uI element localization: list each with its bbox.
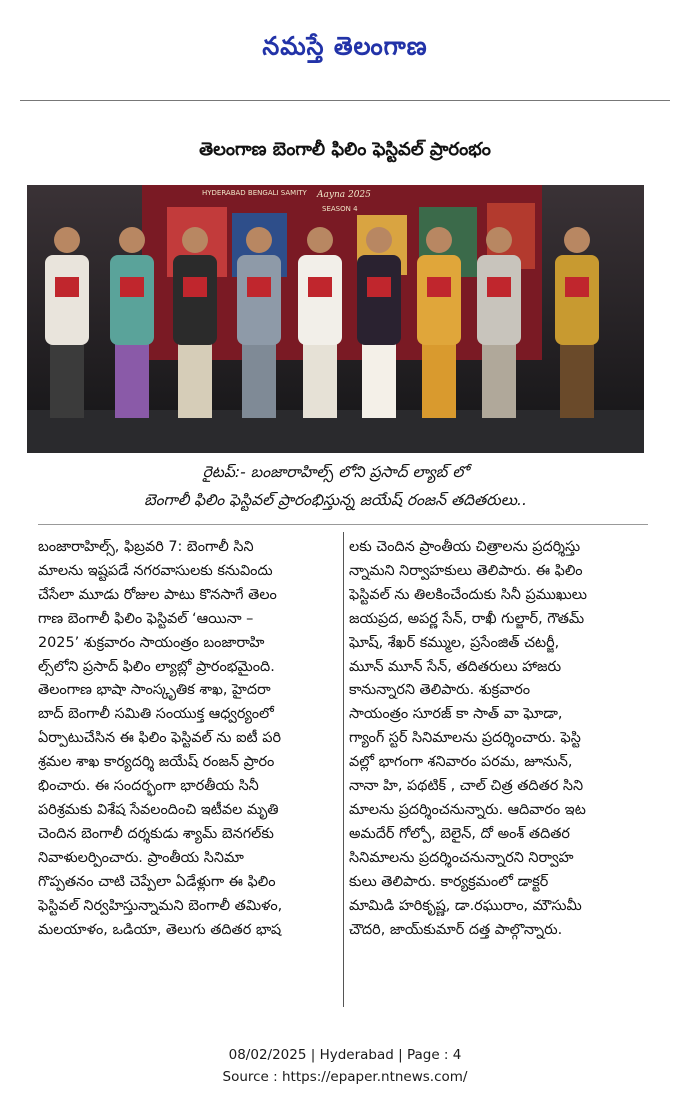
article-line: మలయాళం, ఒడియా, తెలుగు తదితర భాష	[38, 921, 282, 938]
caption-line: బెంగాలీ ఫిలిం ఫెస్టివల్ ప్రారంభిస్తున్న జయేష్ రంజన్ తదితరులు..	[144, 491, 527, 509]
article-line: గాణ బెంగాలీ ఫిలిం ఫెస్టివల్ ‘ఆయినా –	[38, 610, 254, 627]
caption-divider	[38, 524, 648, 525]
person-figure	[298, 227, 342, 418]
people-group	[45, 227, 599, 418]
footer-source: Source : https://epaper.ntnews.com/	[222, 1069, 468, 1085]
person-legs	[303, 343, 337, 418]
person-legs	[362, 343, 396, 418]
article-line: పరిశ్రమకు విశేష సేవలందించి ఇటీవల మృతి	[38, 801, 279, 818]
article-line: చెందిన బెంగాలీ దర్శకుడు శ్యామ్ బెనగల్‌కు	[38, 825, 274, 842]
banner-left-text: HYDERABAD BENGALI SAMITY	[202, 189, 307, 197]
article-line: కులు తెలిపారు. కార్యక్రమంలో డాక్టర్	[349, 873, 549, 890]
article-column-2	[349, 536, 644, 942]
event-photo	[27, 185, 644, 453]
article-line: సినిమాలను ప్రదర్శించనున్నారని నిర్వాహ	[349, 849, 574, 866]
book-held	[367, 277, 391, 297]
person-figure	[237, 227, 281, 418]
person-figure	[555, 227, 599, 418]
person-legs	[482, 343, 516, 418]
article-line: ఫెస్టివల్ ను తిలకించేందుకు సినీ ప్రముఖులు	[349, 586, 587, 603]
person-torso	[417, 255, 461, 345]
article-line: తెలంగాణ భాషా సాంస్కృతిక శాఖ, హైదరా	[38, 682, 271, 699]
article-line: అమదేర్ గోల్పో, బెలైన్, దో అంశ్ తదితర	[349, 825, 570, 842]
masthead-title: నమస్తే తెలంగాణ	[262, 31, 428, 61]
article-line: ల్స్‌లోని ప్రసాద్ ఫిలిం ల్యాబ్లో ప్రారంభమైంది.	[38, 658, 275, 675]
person-torso	[173, 255, 217, 345]
person-torso	[110, 255, 154, 345]
person-torso	[298, 255, 342, 345]
person-head	[119, 227, 145, 253]
article-line: బాద్ బెంగాలీ సమితి సంయుక్త ఆధ్వర్యంలో	[38, 706, 274, 723]
person-head	[366, 227, 392, 253]
footer-date-page: 08/02/2025 | Hyderabad | Page : 4	[228, 1047, 462, 1063]
article-line: నివాళులర్పించారు. ప్రాంతీయ సినిమా	[38, 849, 244, 866]
person-head	[54, 227, 80, 253]
article-line: గొప్పతనం చాటి చెప్పేలా ఏడేళ్లుగా ఈ ఫిలిం	[38, 873, 276, 890]
person-legs	[560, 343, 594, 418]
book-held	[565, 277, 589, 297]
person-head	[564, 227, 590, 253]
person-legs	[178, 343, 212, 418]
photo-caption	[27, 458, 644, 514]
book-held	[308, 277, 332, 297]
book-held	[487, 277, 511, 297]
book-held	[247, 277, 271, 297]
masthead	[0, 0, 690, 100]
masthead-divider	[20, 100, 670, 101]
person-figure	[173, 227, 217, 418]
column-divider	[343, 532, 344, 1007]
article-column-1	[38, 536, 333, 942]
person-head	[307, 227, 333, 253]
person-torso	[237, 255, 281, 345]
person-figure	[45, 227, 89, 418]
article-line: మాలను ఇష్టపడే నగరవాసులకు కనువిందు	[38, 562, 273, 579]
page-footer	[0, 1044, 690, 1088]
person-legs	[422, 343, 456, 418]
book-held	[183, 277, 207, 297]
article-line: చేసేలా మూడు రోజుల పాటు కొనసాగే తెలం	[38, 586, 277, 603]
article-line: చౌదరి, జాయ్‌కుమార్ దత్త పాల్గొన్నారు.	[349, 921, 563, 938]
book-held	[55, 277, 79, 297]
article-line: భించారు. ఈ సందర్భంగా భారతీయ సినీ	[38, 778, 259, 795]
caption-line: రైటప్:- బంజారాహిల్స్ లోని ప్రసాద్ ల్యాబ్ లో	[202, 463, 469, 481]
person-head	[182, 227, 208, 253]
headline: తెలంగాణ బెంగాలీ ఫిలిం ఫెస్టివల్ ప్రారంభం	[199, 139, 491, 160]
article-line: ఫెస్టివల్ నిర్వహిస్తున్నామని బెంగాలీ తమిళం,	[38, 897, 283, 914]
article-line: బంజారాహిల్స్, ఫిబ్రవరి 7: బెంగాలీ సిని	[38, 539, 254, 555]
banner-center-text: Aayna 2025	[317, 190, 371, 200]
person-legs	[50, 343, 84, 418]
person-torso	[477, 255, 521, 345]
person-figure	[417, 227, 461, 418]
article-line: న్నామని నిర్వాహకులు తెలిపారు. ఈ ఫిలిం	[349, 562, 583, 579]
article-line: 2025’ శుక్రవారం సాయంత్రం బంజారాహి	[38, 634, 265, 651]
book-held	[427, 277, 451, 297]
article-line: మూన్ మూన్ సేన్, తదితరులు హాజరు	[349, 658, 562, 675]
article-line: శ్రమల శాఖ కార్యదర్శి జయేష్ రంజన్ ప్రారం	[38, 754, 275, 771]
person-legs	[242, 343, 276, 418]
article-line: నానా హి, పథటిక్ , చాల్ చిత్ర తదితర సిని	[349, 778, 584, 795]
person-head	[426, 227, 452, 253]
article-line: ఏర్పాటుచేసిన ఈ ఫిలిం ఫెస్టివల్ ను ఐటీ పరి	[38, 730, 281, 747]
person-torso	[555, 255, 599, 345]
article-line: ఘోష్, శేఖర్ కమ్ముల, ప్రసేంజిత్ చటర్జీ,	[349, 634, 560, 651]
article-line: మామిడి హరికృష్ణ, డా.రఘురాం, మౌసుమీ	[349, 897, 582, 914]
event-photo-illustration	[27, 185, 644, 453]
person-legs	[115, 343, 149, 418]
article-line: కానున్నారని తెలిపారు. శుక్రవారం	[349, 682, 531, 699]
person-torso	[357, 255, 401, 345]
article-line: జయప్రద, అపర్ణ సేన్, రాఖీ గుల్జార్, గౌతమ్	[349, 610, 585, 627]
book-held	[120, 277, 144, 297]
person-torso	[45, 255, 89, 345]
person-figure	[357, 227, 401, 418]
banner-center-sub: SEASON 4	[322, 205, 358, 213]
article-line: లకు చెందిన ప్రాంతీయ చిత్రాలను ప్రదర్శిస్తు	[349, 539, 581, 555]
article-line: మాలను ప్రదర్శించనున్నారు. ఆదివారం ఇట	[349, 801, 586, 818]
person-head	[246, 227, 272, 253]
person-figure	[110, 227, 154, 418]
person-head	[486, 227, 512, 253]
article-line: గ్యాంగ్ స్టర్ సినిమాలను ప్రదర్శించారు. ఫెస్టి	[349, 730, 581, 747]
article-line: సాయంత్రం సూరజ్ కా సాత్ వా ఘోడా,	[349, 706, 563, 723]
person-figure	[477, 227, 521, 418]
article-line: వల్లో భాగంగా శనివారం పరమ, జూనున్,	[349, 754, 573, 771]
